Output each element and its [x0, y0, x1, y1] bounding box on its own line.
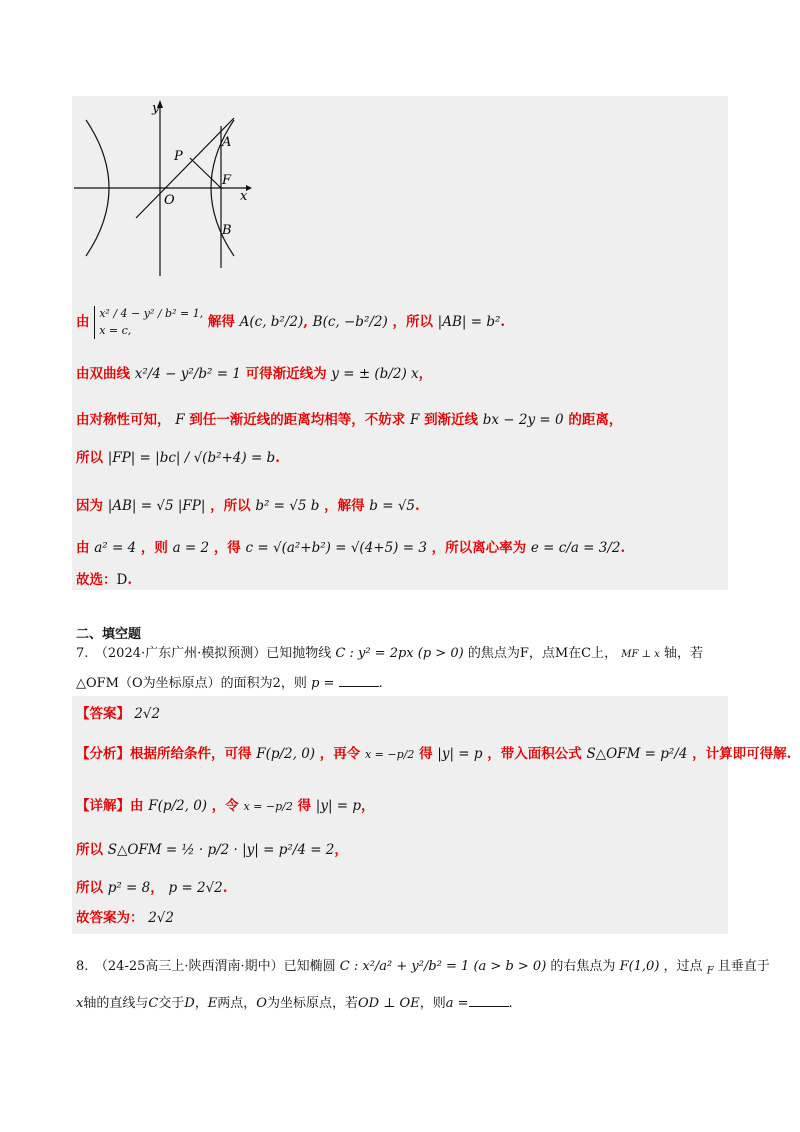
focus-point: F(1,0)	[619, 959, 660, 974]
comma: ，	[150, 880, 164, 896]
text-solve: 解得	[207, 314, 235, 330]
text-asymptote: 可得渐近线为	[245, 366, 327, 382]
q7-area-text: △OFM（O为坐标原点）的面积为2，则	[76, 676, 307, 691]
symbol-E: E	[207, 996, 218, 1011]
FP-equation: |FP| = |bc| / √(b²+4) = b	[107, 450, 276, 466]
q7-d4	[76, 910, 174, 926]
final-answer: 2√2	[148, 910, 174, 926]
label-y: y	[152, 101, 160, 116]
q8-points-text: 两点，	[217, 996, 257, 1011]
ellipse-equation: C : x²/a² + y²/b² = 1 (a > b > 0)	[339, 959, 547, 974]
text-get: ，得	[213, 540, 241, 556]
analysis-text-e: ，计算即可得解.	[692, 746, 792, 762]
q7-d2	[76, 842, 348, 858]
a-squared: a² = 4	[94, 540, 137, 556]
hyperbola-equation: x²/4 − y²/b² = 1	[134, 366, 241, 382]
period: .	[508, 996, 513, 1011]
symbol-O: O	[256, 996, 267, 1011]
equation-system	[94, 306, 203, 339]
text-eccentricity: ，所以离心率为	[431, 540, 527, 556]
symbol-D: D	[184, 996, 195, 1011]
comma: ，	[418, 366, 433, 382]
sol6-line7	[76, 572, 132, 588]
analysis-text-c: 得	[419, 746, 433, 762]
asymptote-line: bx − 2y = 0	[482, 412, 564, 428]
q8-then-text: ，则	[419, 996, 446, 1011]
area-formula: S△OFM = p²/4	[586, 746, 688, 762]
a-value: a = 2	[172, 540, 210, 556]
text-hyperbola: 由双曲线	[76, 366, 130, 382]
c-value: c = √(a²+b²) = √(4+5) = 3	[245, 540, 427, 556]
analysis-text-a: 根据所给条件，可得	[130, 746, 252, 762]
symbol-F-2: F	[409, 412, 420, 428]
q8-line1	[76, 955, 770, 977]
result-AB: |AB| = b²	[437, 314, 501, 330]
symbol-x: x	[76, 996, 84, 1011]
period: .	[222, 880, 228, 896]
x-equals: x = −p/2	[364, 748, 415, 761]
label-P: P	[174, 149, 183, 164]
label-x: x	[240, 189, 248, 204]
period: .	[127, 572, 133, 588]
focus-F: F(p/2, 0)	[256, 746, 316, 762]
q7-axis-text: 轴，若	[663, 646, 703, 661]
detail-text-b: ，令	[211, 798, 239, 814]
text-choice: 故选：	[76, 572, 117, 588]
solution-box-q7	[72, 696, 728, 934]
abs-y: |y| = p	[315, 798, 362, 814]
q7-answer	[76, 706, 160, 722]
symbol-C: C	[148, 996, 159, 1011]
q8-perp-text: 且垂直于	[717, 959, 770, 974]
text-solve: ，解得	[324, 498, 365, 514]
sol6-line2	[76, 366, 432, 382]
sol6-line3	[76, 412, 622, 428]
period: .	[275, 450, 280, 466]
q8-line-text: 轴的直线与	[83, 996, 149, 1011]
text-because: 因为	[76, 498, 103, 514]
comma: ，	[194, 996, 208, 1011]
detail-text-a: 由	[130, 798, 144, 814]
system-eq1: x² / 4 − y² / b² = 1,	[99, 307, 204, 320]
comma: ，	[334, 842, 348, 858]
asymptote-equation: y = ± (b/2) x	[331, 366, 419, 382]
perp-condition: OD ⊥ OE	[357, 996, 420, 1011]
detail-text-c: 得	[297, 798, 312, 814]
period: .	[620, 540, 626, 556]
analysis-tag: 【分析】	[76, 746, 130, 762]
text-then: ，则	[140, 540, 168, 556]
comma: ，	[361, 798, 375, 814]
b-value: b = √5	[369, 498, 416, 514]
q8-line2	[76, 992, 513, 1011]
focus-F: F(p/2, 0)	[148, 798, 208, 814]
label-B: B	[222, 223, 232, 238]
text-so: ，所以	[210, 498, 251, 514]
q7-intro: 7. （2024·广东广州·模拟预测）已知抛物线	[76, 646, 332, 661]
a-equals: a =	[445, 996, 469, 1011]
q7-detail	[76, 798, 375, 814]
b-squared-equation: b² = √5 b	[255, 498, 320, 514]
q7-analysis	[76, 746, 791, 762]
AB-FP-equation: |AB| = √5 |FP|	[107, 498, 206, 514]
sol6-line4	[76, 450, 280, 466]
text-distance: 到任一渐近线的距离均相等，不妨求	[189, 412, 406, 428]
q8-intro: 8. （24-25高三上·陕西渭南·期中）已知椭圆	[76, 959, 336, 974]
point-A: A(c, b²/2)	[239, 314, 304, 330]
p-value: p = 2√2	[168, 880, 223, 896]
final-answer-label: 故答案为：	[76, 910, 144, 926]
area-computation: S△OFM = ½ · p/2 · |y| = p²/4 = 2	[107, 842, 335, 858]
text-so: 所以	[76, 880, 103, 896]
abs-y: |y| = p	[437, 746, 483, 762]
detail-tag: 【详解】	[76, 798, 130, 814]
q8-origin-text: 为坐标原点，若	[266, 996, 358, 1011]
q7-d3	[76, 880, 227, 896]
text-so: ，所以	[392, 314, 433, 330]
system-eq2: x = c,	[99, 323, 132, 337]
sol6-line5	[76, 498, 420, 514]
period: .	[500, 314, 506, 330]
text-you: 由	[76, 314, 90, 330]
q8-focus-text: 的右焦点为	[550, 959, 616, 974]
symbol-F: F	[706, 965, 714, 977]
text-distance-end: 的距离，	[568, 412, 623, 428]
q8-intersect-text: 交于	[158, 996, 185, 1011]
answer-blank	[339, 686, 379, 687]
p-equals: p =	[311, 676, 335, 691]
section-heading: 二、填空题	[76, 627, 142, 642]
text-so: 所以	[76, 450, 103, 466]
hyperbola-figure	[74, 98, 254, 278]
q7-focus-text: 的焦点为F，点M在C上，	[467, 646, 618, 661]
q7-line1	[76, 642, 703, 661]
p-squared: p² = 8	[107, 880, 151, 896]
symbol-F: F	[175, 412, 185, 428]
parabola-equation: C : y² = 2px (p > 0)	[335, 646, 464, 661]
text-symmetry: 由对称性可知，	[76, 412, 171, 428]
analysis-text-d: ，带入面积公式	[487, 746, 582, 762]
period: .	[415, 498, 420, 514]
sol6-line1: 由 x² / 4 − y² / b² = 1, x = c, 解得 A(c, b²/2), B(c, −b²/2) ，所以 |AB| = b².	[76, 306, 505, 339]
q7-line2	[76, 672, 383, 691]
label-A: A	[222, 135, 232, 150]
label-F: F	[222, 173, 232, 188]
q8-through-text: ，过点	[663, 959, 703, 974]
analysis-text-b: ，再令	[319, 746, 361, 762]
label-O: O	[164, 193, 175, 208]
text-to-asymptote: 到渐近线	[424, 412, 479, 428]
text-you: 由	[76, 540, 90, 556]
text-so: 所以	[76, 842, 103, 858]
answer-tag: 【答案】	[76, 706, 130, 722]
answer-value: 2√2	[134, 706, 161, 722]
choice-answer: D	[116, 572, 128, 588]
MF-perp: MF ⊥ x	[621, 649, 660, 660]
x-equals: x = −p/2	[243, 800, 293, 813]
point-B: B(c, −b²/2)	[312, 314, 388, 330]
eccentricity-value: e = c/a = 3/2	[530, 540, 621, 556]
answer-blank	[469, 1006, 509, 1007]
sol6-line6	[76, 540, 625, 556]
period: .	[378, 676, 383, 691]
